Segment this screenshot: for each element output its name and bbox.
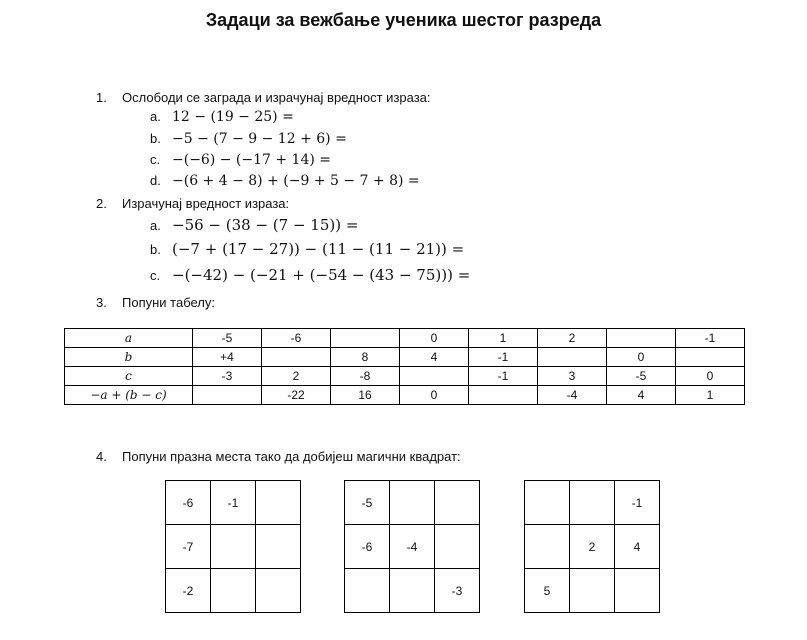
table-row [65,367,745,386]
question-4 [96,449,461,464]
question-text: Ослободи се заграда и израчунај вредност израза: [122,90,431,105]
magic-square-2 [344,480,480,613]
square-cell [345,569,390,613]
item-letter: b. [150,242,161,257]
item-expression: (−7 + (17 − 27)) − (11 − (11 − 21)) = [172,240,465,258]
magic-square-1 [165,480,301,613]
table-cell [331,329,400,348]
square-cell [615,569,660,613]
square-cell [435,525,480,569]
item-letter: a. [150,109,161,124]
square-cell: 5 [525,569,570,613]
fill-table [64,328,745,405]
item-expression: −(−6) − (−17 + 14) = [172,152,332,168]
table-cell: +4 [193,348,262,367]
q2-item-c [150,266,470,284]
table-cell: -5 [193,329,262,348]
square-cell [390,569,435,613]
item-expression: −56 − (38 − (7 − 15)) = [172,216,359,234]
square-cell [256,481,301,525]
table-cell: -1 [469,348,538,367]
item-expression: −(6 + 4 − 8) + (−9 + 5 − 7 + 8) = [172,173,420,189]
item-letter: a. [150,218,161,233]
square-cell [570,569,615,613]
square-cell [256,569,301,613]
square-cell [435,481,480,525]
row-label: a [65,329,193,348]
table-cell: 0 [607,348,676,367]
table-cell: -3 [193,367,262,386]
question-number: 1. [96,90,107,105]
square-cell [211,525,256,569]
page-title: Задаци за вежбање ученика шестог разреда [205,10,602,30]
table-cell: 2 [262,367,331,386]
question-number: 4. [96,449,107,464]
table-cell: 3 [538,367,607,386]
table-cell: 1 [469,329,538,348]
square-cell: -3 [435,569,480,613]
table-row [65,348,745,367]
table-cell: 4 [400,348,469,367]
table-cell [676,348,745,367]
question-1 [96,90,431,105]
question-2 [96,196,289,211]
row-label: −a + (b − c) [65,386,193,405]
table-cell: 8 [331,348,400,367]
row-label: c [65,367,193,386]
square-cell: -1 [615,481,660,525]
square-cell [525,481,570,525]
item-expression: 12 − (19 − 25) = [172,109,294,125]
square-cell [525,525,570,569]
square-cell [211,569,256,613]
square-cell: -7 [166,525,211,569]
table-cell: -1 [469,367,538,386]
table-cell [469,386,538,405]
table-cell: 0 [400,386,469,405]
square-cell: 2 [570,525,615,569]
table-cell [400,367,469,386]
square-cell: -2 [166,569,211,613]
square-cell: 4 [615,525,660,569]
item-letter: b. [150,131,161,146]
question-number: 2. [96,196,107,211]
table-row [65,329,745,348]
table-cell: -4 [538,386,607,405]
q2-item-b [150,240,464,258]
square-cell: -6 [345,525,390,569]
table-cell: 4 [607,386,676,405]
table-cell: 16 [331,386,400,405]
q1-item-b [150,131,347,147]
square-cell: -1 [211,481,256,525]
table-cell: 0 [676,367,745,386]
table-cell: 0 [400,329,469,348]
table-cell: -1 [676,329,745,348]
table-cell [262,348,331,367]
question-text: Попуни табелу: [122,295,215,310]
question-text: Израчунај вредност израза: [122,196,290,211]
item-letter: d. [150,173,161,188]
table-cell: 1 [676,386,745,405]
magic-square-3 [524,480,660,613]
table-row [65,386,745,405]
question-3 [96,295,215,310]
table-cell: -22 [262,386,331,405]
table-cell: -8 [331,367,400,386]
q2-item-a [150,216,358,234]
q1-item-a [150,109,294,125]
item-expression: −(−42) − (−21 + (−54 − (43 − 75))) = [172,266,471,284]
square-cell [570,481,615,525]
square-cell: -6 [166,481,211,525]
item-expression: −5 − (7 − 9 − 12 + 6) = [172,131,347,147]
q1-item-c [150,152,331,168]
square-cell: -5 [345,481,390,525]
question-text: Попуни празна места тако да добијеш магични квадрат: [122,449,461,464]
square-cell: -4 [390,525,435,569]
item-letter: c. [150,152,161,167]
square-cell [256,525,301,569]
table-cell [193,386,262,405]
table-cell: -5 [607,367,676,386]
table-cell: 2 [538,329,607,348]
item-letter: c. [150,268,161,283]
table-cell [538,348,607,367]
row-label: b [65,348,193,367]
square-cell [390,481,435,525]
question-number: 3. [96,295,107,310]
table-cell [607,329,676,348]
q1-item-d [150,173,420,189]
table-cell: -6 [262,329,331,348]
